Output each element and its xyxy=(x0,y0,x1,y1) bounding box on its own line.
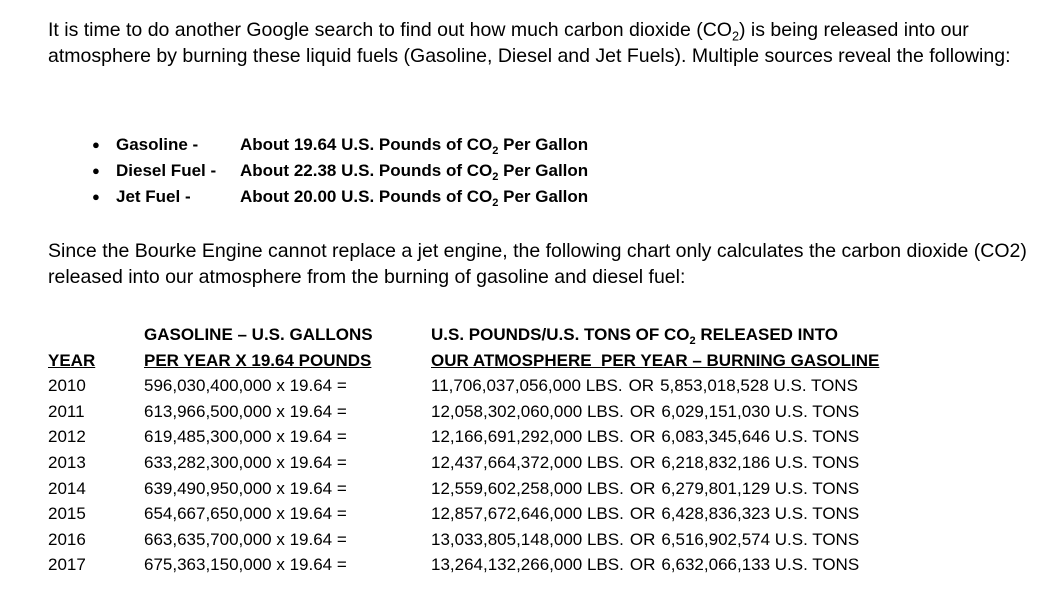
fuel-list xyxy=(92,132,692,210)
cell-year: 2012 xyxy=(48,427,86,447)
bullet-icon: ● xyxy=(92,137,100,152)
cell-year: 2017 xyxy=(48,555,86,575)
bullet-icon: ● xyxy=(92,163,100,178)
header-gasoline-gallons: GASOLINE – U.S. GALLONS xyxy=(144,325,373,344)
cell-calculation: 613,966,500,000 x 19.64 = xyxy=(144,401,347,421)
cell-year: 2013 xyxy=(48,452,86,472)
intro-text-1: It is time to do another Google search to find out how much carbon dioxide (CO xyxy=(48,19,732,41)
intro-text-2: ) is being released into our atmosphere by burning these liquid fuels (Gasoline, Diesel and Jet Fuels). Multiple sources reveal the following: xyxy=(48,19,1011,67)
cell-year: 2011 xyxy=(48,401,85,421)
cell-result: 11,706,037,056,000 LBS. OR 5,853,018,528 U.S. TONS xyxy=(431,376,858,396)
fuel-amount: About 19.64 U.S. Pounds of $CO_2$ Per Gallon xyxy=(240,135,589,157)
header-year: YEAR xyxy=(48,350,96,370)
list-item xyxy=(92,184,692,210)
fuel-name: Diesel Fuel - xyxy=(116,161,217,180)
cell-calculation: 633,282,300,000 x 19.64 = xyxy=(144,452,347,472)
cell-calculation: 675,363,150,000 x 19.64 = xyxy=(144,555,347,575)
header-pounds-tons: U.S. POUNDS/U.S. TONS OF $CO_2$ RELEASED INTO xyxy=(431,325,838,347)
cell-calculation: 654,667,650,000 x 19.64 = xyxy=(144,504,347,524)
cell-calculation: 639,490,950,000 x 19.64 = xyxy=(144,478,347,498)
cell-year: 2016 xyxy=(48,529,86,549)
cell-calculation: 596,030,400,000 x 19.64 = xyxy=(144,376,347,396)
cell-year: 2014 xyxy=(48,478,86,498)
fuel-amount: About 22.38 U.S. Pounds of $CO_2$ Per Gallon xyxy=(240,161,589,183)
bullet-icon: ● xyxy=(92,189,100,204)
cell-result: 12,857,672,646,000 LBS. OR 6,428,836,323 U.S. TONS xyxy=(431,504,860,524)
fuel-name: Jet Fuel - xyxy=(116,187,191,206)
cell-result: 13,264,132,266,000 LBS. OR 6,632,066,133 U.S. TONS xyxy=(431,555,860,575)
fuel-amount: About 20.00 U.S. Pounds of $CO_2$ Per Gallon xyxy=(240,187,589,209)
cell-year: 2015 xyxy=(48,504,86,524)
cell-calculation: 663,635,700,000 x 19.64 = xyxy=(144,529,347,549)
cell-result: 12,559,602,258,000 LBS. OR 6,279,801,129 U.S. TONS xyxy=(431,478,860,498)
header-atmosphere: OUR ATMOSPHERE PER YEAR – BURNING GASOLINE xyxy=(431,350,880,370)
list-item xyxy=(92,132,692,158)
cell-result: 12,437,664,372,000 LBS. OR 6,218,832,186 U.S. TONS xyxy=(431,452,860,472)
cell-year: 2010 xyxy=(48,376,86,396)
cell-result: 12,058,302,060,000 LBS. OR 6,029,151,030 U.S. TONS xyxy=(431,401,860,421)
co2-subscript: 2 xyxy=(731,29,739,44)
cell-result: 13,033,805,148,000 LBS. OR 6,516,902,574 U.S. TONS xyxy=(431,529,860,549)
intro-paragraph xyxy=(48,17,1038,69)
explanation-paragraph: Since the Bourke Engine cannot replace a jet engine, the following chart only calculates the carbon dioxide (CO2) released into our atmosphere from the burning of gasoline and diesel fuel: xyxy=(48,240,1027,288)
fuel-name: Gasoline - xyxy=(116,135,199,154)
list-item xyxy=(92,158,692,184)
cell-result: 12,166,691,292,000 LBS. OR 6,083,345,646 U.S. TONS xyxy=(431,427,860,447)
header-per-year: PER YEAR X 19.64 POUNDS xyxy=(144,350,372,370)
cell-calculation: 619,485,300,000 x 19.64 = xyxy=(144,427,347,447)
